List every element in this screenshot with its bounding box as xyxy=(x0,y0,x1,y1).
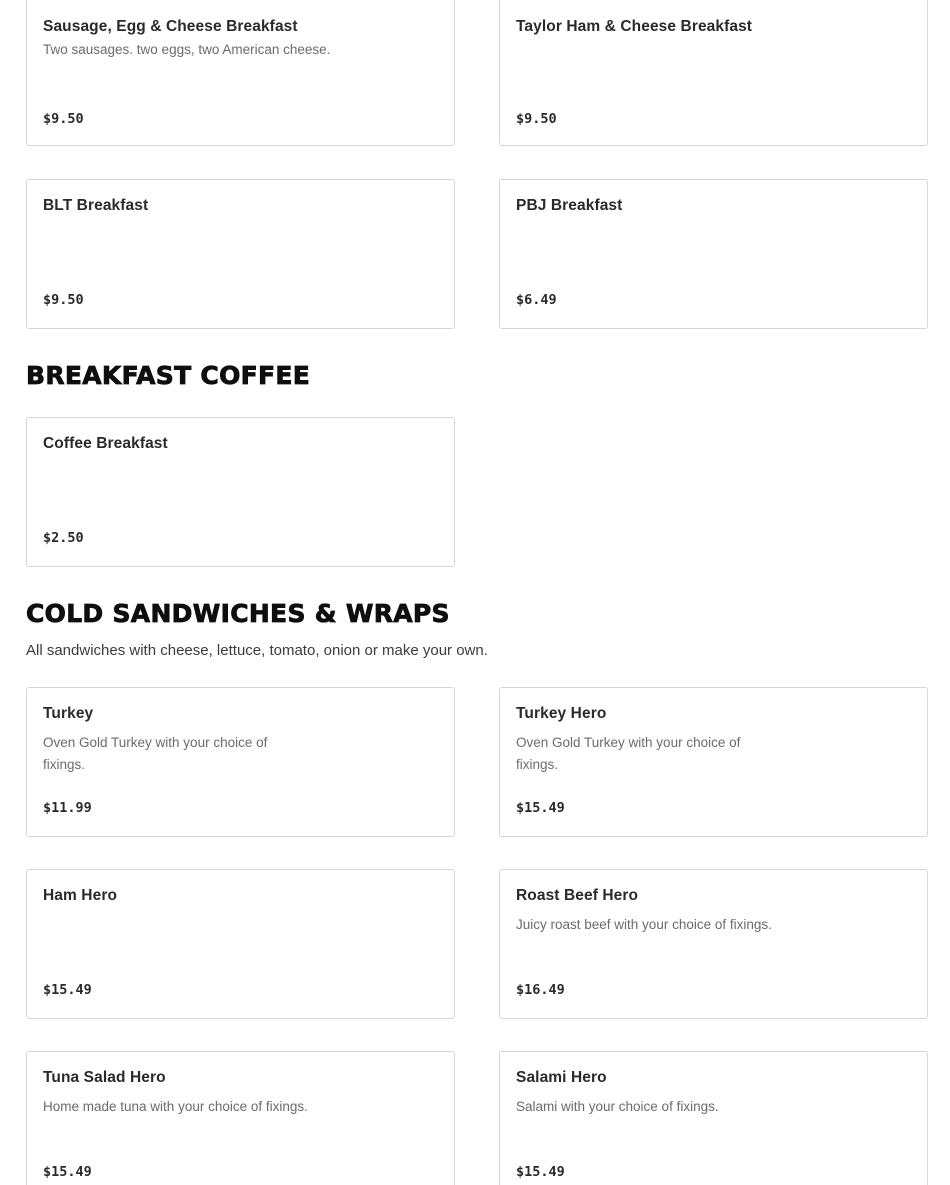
menu-item-price: $9.50 xyxy=(43,292,84,308)
menu-item-price: $15.49 xyxy=(43,982,92,998)
menu-item-price: $9.50 xyxy=(43,111,84,127)
menu-item-name: Roast Beef Hero xyxy=(516,887,639,904)
menu-item-name: Coffee Breakfast xyxy=(43,435,168,452)
section-title: COLD SANDWICHES & WRAPS xyxy=(26,599,450,628)
menu-item-card[interactable] xyxy=(499,1051,928,1185)
menu-item-price: $11.99 xyxy=(43,800,92,816)
menu-item-card[interactable] xyxy=(26,179,455,329)
menu-item-card[interactable] xyxy=(26,0,455,146)
menu-item-name: Turkey Hero xyxy=(516,705,607,722)
menu-item-card[interactable] xyxy=(499,179,928,329)
menu-item-description: Juicy roast beef with your choice of fixings. xyxy=(516,917,772,932)
menu-item-card[interactable] xyxy=(26,687,455,837)
section-title: BREAKFAST COFFEE xyxy=(26,361,311,390)
menu-item-card[interactable] xyxy=(26,417,455,567)
menu-item-price: $2.50 xyxy=(43,530,84,546)
menu-item-name: BLT Breakfast xyxy=(43,197,149,214)
menu-item-price: $16.49 xyxy=(516,982,565,998)
menu-item-card[interactable] xyxy=(26,869,455,1019)
menu-item-name: Taylor Ham & Cheese Breakfast xyxy=(516,18,753,35)
menu-item-name: Sausage, Egg & Cheese Breakfast xyxy=(43,18,298,35)
menu-item-card[interactable] xyxy=(26,1051,455,1185)
menu-item-price: $15.49 xyxy=(43,1164,92,1180)
menu-item-description: Home made tuna with your choice of fixings. xyxy=(43,1099,308,1114)
menu-item-card[interactable] xyxy=(499,0,928,146)
menu-item-price: $15.49 xyxy=(516,800,565,816)
menu-item-card[interactable] xyxy=(499,687,928,837)
menu-item-price: $15.49 xyxy=(516,1164,565,1180)
menu-item-description: Salami with your choice of fixings. xyxy=(516,1099,719,1114)
menu-item-price: $6.49 xyxy=(516,292,557,308)
section-description: All sandwiches with cheese, lettuce, tomato, onion or make your own. xyxy=(26,642,488,659)
menu-item-description: Oven Gold Turkey with your choice of fixings. xyxy=(516,735,741,772)
menu-item-name: Turkey xyxy=(43,705,94,722)
menu-item-description: Oven Gold Turkey with your choice of fixings. xyxy=(43,735,268,772)
menu-item-price: $9.50 xyxy=(516,111,557,127)
menu-item-name: Ham Hero xyxy=(43,887,118,904)
menu-item-card[interactable] xyxy=(499,869,928,1019)
menu-item-name: Tuna Salad Hero xyxy=(43,1069,166,1086)
menu-item-description: Two sausages. two eggs, two American cheese. xyxy=(43,42,331,57)
menu-item-name: PBJ Breakfast xyxy=(516,197,623,214)
menu-item-name: Salami Hero xyxy=(516,1069,607,1086)
